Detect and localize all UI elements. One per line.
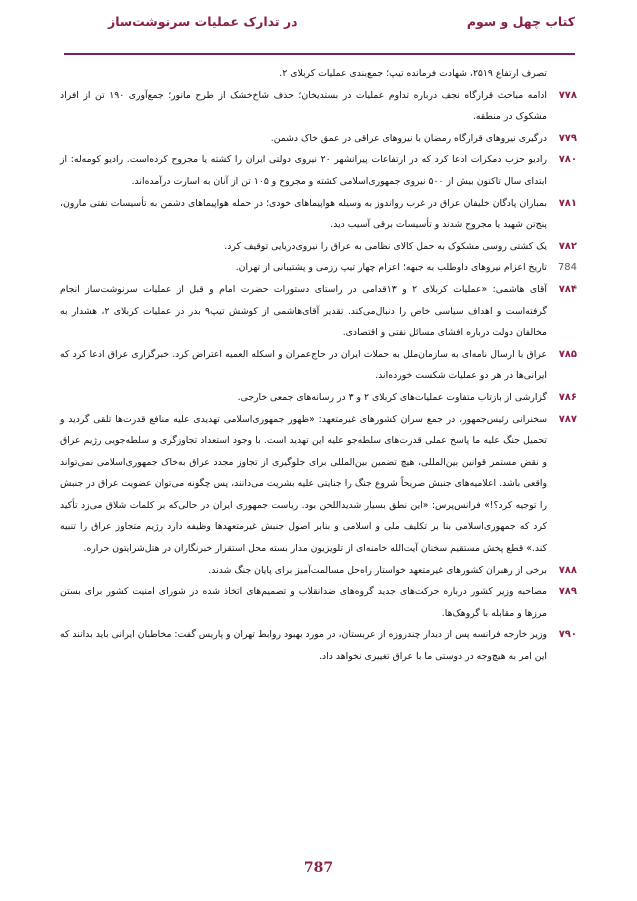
entry-text: تصرف ارتفاع ۲۵۱۹، شهادت فرمانده تیپ؛ جمع‌بندی عملیات کربلای ۲. <box>279 68 547 79</box>
chronology-entry <box>60 560 577 582</box>
book-title: کتاب چهل و سوم <box>466 14 575 29</box>
chronology-entry <box>60 279 577 344</box>
entry-text: آقای هاشمی: «عملیات کربلای ۲ و ۱۳قدامی در راستای دستورات حضرت امام و قبل از عملیات سرنوشت‌ساز انجام گرفته‌است و اهداف سیاسی خاص را دنبال‌می‌کند. تقدیر آقای‌هاشمی از کوشش تیپ۹ بدر در عملیات کربلای ۲، هشدار به مخالفان دولت درباره افشای مسائل نفتی و اقتصادی. <box>60 283 547 339</box>
entry-number: ۷۷۹ <box>558 132 577 144</box>
entry-text: مصاحبه وزیر کشور درباره حرکت‌های جدید گروه‌های ضدانقلاب و تصمیم‌های اتخاذ شده در شورای امنیت کشور برای بستن مرزها و مقابله با گروهک‌ها. <box>60 586 547 619</box>
entry-number: 784 <box>557 262 577 274</box>
chronology-entry <box>60 624 577 667</box>
entry-text: تاریخ اعزام نیروهای داوطلب به جبهه؛ اعزام چهار تیپ رزمی و پشتیبانی از تهران. <box>235 262 547 274</box>
entry-text: عراق با ارسال نامه‌ای به سازمان‌ملل به حملات ایران در حاج‌عمران و اسکله العمیه اعتراض کرد. خبرگزاری عراق ادعا کرد که ایرانی‌ها در هر دو عملیات شکست خورده‌اند. <box>60 348 547 382</box>
chronology-entry <box>60 128 577 150</box>
entry-text: گزارشی از بازتاب متفاوت عملیات‌های کربلای ۲ و ۳ در رسانه‌های جمعی خارجی. <box>237 391 547 403</box>
entry-number: ۷۸۹ <box>558 586 577 598</box>
entry-number: ۷۸۶ <box>558 391 577 403</box>
entry-text: رادیو حزب دمکرات ادعا کرد که در ارتفاعات پیرانشهر ۲۰ نیروی دولتی ایران را کشته یا مجروح کرده‌است. رادیو کومه‌له: از ابتدای سال تاکنون بیش از ۵۰۰ نیروی جمهوری‌اسلامی کشته و مجروح و ۱۰۵ تن از آنان به اسارت درآمده‌اند. <box>60 154 547 187</box>
entry-text: وزیر خارجه فرانسه پس از دیدار چندروزه از عربستان، در مورد بهبود روابط تهران و پاریس گفت: مخاطبان ایرانی باید بدانند که این امر به هیچ‌وجه در دوستی ما با عراق تغییری نخواهد داد. <box>60 629 547 663</box>
entry-text: سخنرانی رئیس‌جمهور، در جمع سران کشورهای غیرمتعهد: «ظهور جمهوری‌اسلامی تهدیدی علیه منافع قدرت‌ها تلقی گردید و تحمیل جنگ علیه ما پاسخ عملی قدرت‌های سلطه‌جو علیه این تهدید است. با وجود استعداد تجاوزگری و سلطه‌جویی رژیم عراق و نقض مستمر قوانین بین‌المللی، هیچ تضمین بین‌المللی برای جلوگیری از تجاوز مجدد عراق به‌خاک جمهوری‌اسلامی نمی‌تواند واقعی باشد. اعلامیه‌های جنبش صریحاً شروع جنگ را جنایتی علیه بشریت می‌دانند، پس چگونه می‌توان عضویت عراق در جنبش را توجیه کرد؟!» فرانس‌پرس: «این نطق بسیار شدیداللحن بود. ریاست جمهوری ایران در حالی‌که بر کلمات شلاق می‌زد تأکید کرد که جمهوری‌اسلامی بنا بر تکلیف ملی و اسلامی و بنابر اصول جنبش غیرمتعهدها وظیفه دارد رژیم متجاوز عراق را تنبیه کند.» قطع پخش مستقیم سخنان آیت‌الله خامنه‌ای از تلویزیون مدار بسته محل استقرار خبرنگاران در هتل‌شرایتون حراره. <box>60 413 547 555</box>
chronology-entry <box>60 581 577 624</box>
entry-text: بمباران پادگان خلیفان عراق در غرب رواندوز به وسیله هواپیماهای خودی؛ در حمله هواپیماهای دشمن به تأسیسات نفتی مارون، پنج‌تن شهید یا مجروح شدند و تأسیسات برقی آسیب دید. <box>60 197 547 231</box>
chronology-entry <box>60 63 577 85</box>
entry-number: ۷۸۱ <box>558 197 577 209</box>
entry-number: ۷۸۲ <box>558 240 577 252</box>
chronology-entry <box>60 236 577 258</box>
chapter-title: در تدارک عملیات سرنوشت‌ساز <box>108 14 298 29</box>
entry-text: درگیری نیروهای قرارگاه رمضان با نیروهای عراقی در عمق خاک دشمن. <box>270 132 547 144</box>
entry-number: ۷۸۵ <box>558 348 577 360</box>
chronology-entry <box>60 387 577 409</box>
entry-number: ۷۸۷ <box>558 413 577 425</box>
chronology-entry <box>60 409 577 560</box>
entry-text: یک کشتی روسی مشکوک به حمل کالای نظامی به عراق را نیروی‌دریایی توقیف کرد. <box>224 240 547 252</box>
chronology-entry <box>60 257 577 279</box>
header-divider <box>64 53 575 55</box>
chronology-entry <box>60 149 577 192</box>
chronology-entry <box>60 344 577 387</box>
entry-number: ۷۹۰ <box>558 629 577 641</box>
chronology-entry <box>60 193 577 236</box>
entry-number: ۷۷۸ <box>558 89 577 101</box>
page-number: 787 <box>303 860 334 876</box>
chronology-entry <box>60 85 577 128</box>
entry-number: ۷۸۸ <box>558 564 577 576</box>
entry-text: برخی از رهبران کشورهای غیرمتعهد خواستار راه‌حل مسالمت‌آمیز برای پایان جنگ شدند. <box>208 564 547 576</box>
entry-number: ۷۸۴ <box>558 283 577 295</box>
entries-list <box>60 63 577 668</box>
entry-text: ادامه مباحث قرارگاه نجف درباره تداوم عملیات در بستدیخان؛ حذف شاخ‌خشک از طرح مانور؛ جمع‌آوری ۱۹۰ تن از افراد مشکوک در منطقه. <box>60 89 547 123</box>
entry-number: ۷۸۰ <box>558 154 577 166</box>
